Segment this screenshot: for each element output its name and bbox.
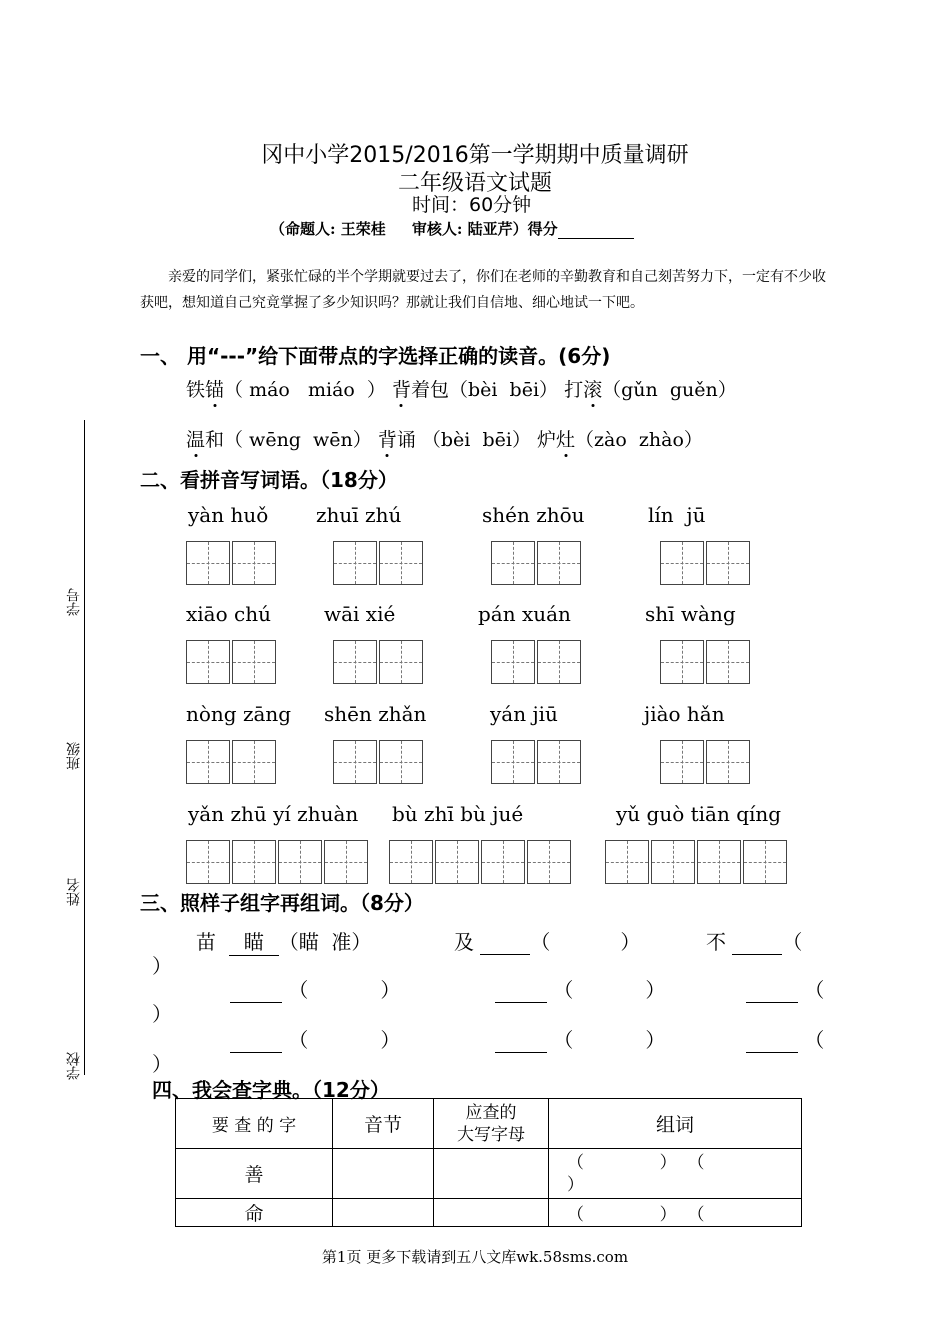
paren-tail: ）	[567, 1174, 584, 1195]
grid-cell[interactable]	[491, 541, 535, 585]
score-blank[interactable]	[558, 224, 634, 239]
compose-item	[230, 1024, 400, 1053]
paren-open: （	[804, 978, 825, 1002]
writing-grid[interactable]	[605, 840, 789, 884]
writing-grid[interactable]	[333, 740, 425, 784]
grid-cell[interactable]	[379, 640, 423, 684]
example-word: （瞄 准）	[278, 930, 372, 954]
writing-grid[interactable]	[660, 640, 752, 684]
sidebar-label-xuehao: 学号	[66, 588, 82, 616]
writing-grid[interactable]	[186, 541, 278, 585]
header-letter	[434, 1099, 549, 1149]
sidebar-label-banji: 班级	[66, 742, 82, 770]
pinyin-choice[interactable]: 诵 （bèi bēi）	[396, 429, 531, 451]
base-char: 不	[706, 930, 726, 954]
header-syllable: 音节	[333, 1099, 434, 1149]
grid-cell[interactable]	[389, 840, 433, 884]
grid-cell[interactable]	[651, 840, 695, 884]
pinyin-choice[interactable]: 着包（bèi bēi）	[410, 379, 559, 401]
page-footer: 第1页 更多下载请到五八文库wk.58sms.com	[321, 1248, 629, 1266]
header-words: 组词	[549, 1099, 802, 1149]
dotted-char-mao: 锚	[205, 379, 225, 401]
grid-cell[interactable]	[706, 740, 750, 784]
pinyin-label: shén zhōu	[482, 503, 585, 527]
paren-pair: （ ） （	[567, 1152, 705, 1173]
paren-close: ）	[645, 978, 666, 1002]
paren-open: （	[530, 930, 551, 954]
sidebar-label-xuexiao: 学校	[66, 1052, 82, 1080]
grid-cell[interactable]	[660, 740, 704, 784]
grid-cell[interactable]	[379, 541, 423, 585]
lookup-char: 命	[176, 1199, 333, 1227]
paren-close: ）	[620, 930, 641, 954]
pinyin-label: xiāo chú	[186, 602, 271, 626]
pinyin-label: yàn huǒ	[188, 503, 269, 527]
writing-grid[interactable]	[333, 640, 425, 684]
section2-heading: 二、看拼音写词语。（18分）	[140, 468, 398, 492]
pinyin-label: jiào hǎn	[644, 702, 725, 726]
base-char: 及	[454, 930, 474, 954]
writing-grid[interactable]	[660, 740, 752, 784]
grid-cell[interactable]	[232, 541, 276, 585]
answer-blank[interactable]	[732, 930, 782, 955]
example-char: 苗	[196, 930, 216, 954]
writing-grid[interactable]	[186, 640, 278, 684]
lookup-char: 善	[176, 1149, 333, 1199]
paren-close: ）	[152, 1052, 172, 1076]
header-letter-line1: 应查的	[465, 1102, 517, 1123]
exam-title: 冈中小学2015/2016第一学期期中质量调研	[261, 143, 689, 168]
grid-cell[interactable]	[491, 740, 535, 784]
letter-cell[interactable]	[434, 1149, 549, 1199]
grid-cell[interactable]	[697, 840, 741, 884]
pinyin-choice[interactable]: （ máo miáo ）	[224, 379, 386, 401]
pinyin-choice[interactable]: 和（ wēng wēn）	[205, 429, 372, 451]
dotted-char-zao: 灶	[556, 429, 576, 451]
compose-item	[495, 974, 665, 1003]
grid-cell[interactable]	[186, 840, 230, 884]
grid-cell[interactable]	[660, 640, 704, 684]
writing-grid[interactable]	[491, 640, 583, 684]
paren-open: （	[288, 1028, 309, 1052]
example-line	[196, 926, 371, 956]
grid-cell[interactable]	[278, 840, 322, 884]
compose-item	[746, 974, 824, 1003]
compose-item	[746, 1024, 824, 1053]
grid-cell[interactable]	[232, 840, 276, 884]
grid-cell[interactable]	[743, 840, 787, 884]
paren-close: ）	[380, 1028, 401, 1052]
paren-close: ）	[152, 1002, 172, 1026]
grid-cell[interactable]	[527, 840, 571, 884]
paren-open: （	[804, 1028, 825, 1052]
grid-cell[interactable]	[537, 541, 581, 585]
paren-open: （	[782, 930, 803, 954]
grid-cell[interactable]	[333, 541, 377, 585]
paren-open: （	[553, 1028, 574, 1052]
writing-grid[interactable]	[333, 541, 425, 585]
writing-grid[interactable]	[491, 740, 583, 784]
grid-cell[interactable]	[333, 640, 377, 684]
dotted-char-gun: 滚	[583, 379, 603, 401]
paren-open: （	[553, 978, 574, 1002]
grid-cell[interactable]	[232, 640, 276, 684]
grid-cell[interactable]	[481, 840, 525, 884]
section1-heading: 一、 用“---”给下面带点的字选择正确的读音。(6分)	[140, 344, 611, 368]
grid-cell[interactable]	[491, 640, 535, 684]
dictionary-table	[175, 1098, 802, 1227]
exam-time: 时间：60分钟	[412, 194, 532, 216]
paren-close: ）	[645, 1028, 666, 1052]
grid-cell[interactable]	[379, 740, 423, 784]
syllable-cell[interactable]	[333, 1149, 434, 1199]
pinyin-label: lín jū	[648, 503, 706, 527]
paren-pair: （ ） （	[567, 1205, 705, 1225]
pinyin-choice[interactable]: （zào zhào）	[575, 429, 703, 451]
writing-grid[interactable]	[491, 541, 583, 585]
grid-cell[interactable]	[537, 640, 581, 684]
pinyin-label: yán jiū	[490, 702, 558, 726]
writing-grid[interactable]	[186, 840, 370, 884]
writing-grid[interactable]	[389, 840, 573, 884]
grid-cell[interactable]	[435, 840, 479, 884]
answer-blank[interactable]	[746, 978, 798, 1003]
grid-cell[interactable]	[605, 840, 649, 884]
char-tie: 铁	[186, 379, 206, 401]
pinyin-label: shēn zhǎn	[324, 702, 427, 726]
answer-blank[interactable]	[480, 930, 530, 955]
grid-cell[interactable]	[333, 740, 377, 784]
example-answer: 瞄	[229, 926, 279, 956]
pinyin-label: nòng zāng	[186, 702, 292, 726]
dotted-char-bei: 背	[391, 379, 411, 401]
syllable-cell[interactable]	[333, 1199, 434, 1227]
answer-blank[interactable]	[495, 978, 547, 1003]
dotted-char-bei2: 背	[377, 429, 397, 451]
grid-cell[interactable]	[537, 740, 581, 784]
pinyin-label: yǔ guò tiān qíng	[616, 802, 782, 826]
pinyin-label: wāi xié	[324, 602, 396, 626]
dotted-char-wen: 温	[186, 429, 206, 451]
words-cell[interactable]	[549, 1149, 802, 1199]
answer-blank[interactable]	[230, 978, 282, 1003]
grid-cell[interactable]	[660, 541, 704, 585]
grid-cell[interactable]	[186, 740, 230, 784]
writing-grid[interactable]	[660, 541, 752, 585]
sidebar-line	[84, 775, 85, 945]
pinyin-label: bù zhī bù jué	[392, 802, 524, 826]
authors-line	[270, 218, 634, 239]
header-char: 要 查 的 字	[176, 1099, 333, 1149]
words-cell[interactable]	[549, 1199, 802, 1227]
section3-heading: 三、照样子组字再组词。（8分）	[140, 891, 424, 915]
grid-cell[interactable]	[186, 640, 230, 684]
pinyin-label: zhuī zhú	[316, 503, 402, 527]
pinyin-label: shī wàng	[645, 602, 736, 626]
answer-blank[interactable]	[746, 1028, 798, 1053]
answer-blank[interactable]	[495, 1028, 547, 1053]
grid-cell[interactable]	[706, 541, 750, 585]
authors-text: （命题人: 王荣桂 审核人: 陆亚芹）得分	[270, 220, 558, 238]
section4-heading: 四、我会查字典。（12分）	[152, 1078, 390, 1102]
char-lu: 炉	[537, 429, 557, 451]
pinyin-label: yǎn zhū yí zhuàn	[188, 802, 359, 826]
letter-cell[interactable]	[434, 1199, 549, 1227]
paren-close: ）	[152, 954, 172, 978]
section1-line2	[186, 425, 703, 452]
intro-paragraph: 亲爱的同学们，紧张忙碌的半个学期就要过去了，你们在老师的辛勤教育和自己刻苦努力下，一定有不少收获吧，想知道自己究竟掌握了多少知识吗？那就让我们自信地、细心地试一下吧。	[140, 269, 826, 311]
paren-close: ）	[380, 978, 401, 1002]
paren-open: （	[288, 978, 309, 1002]
writing-grid[interactable]	[186, 740, 278, 784]
sidebar-label-xingming: 姓名	[66, 878, 82, 906]
exam-subtitle: 二年级语文试题	[397, 171, 552, 196]
header-letter-line2: 大写字母	[457, 1124, 525, 1145]
grid-cell[interactable]	[706, 640, 750, 684]
compose-item	[454, 926, 640, 955]
compose-item	[706, 926, 802, 955]
grid-cell[interactable]	[324, 840, 368, 884]
char-da: 打	[564, 379, 584, 401]
answer-blank[interactable]	[230, 1028, 282, 1053]
compose-item	[495, 1024, 665, 1053]
compose-item	[230, 974, 400, 1003]
pinyin-label: pán xuán	[478, 602, 571, 626]
grid-cell[interactable]	[232, 740, 276, 784]
grid-cell[interactable]	[186, 541, 230, 585]
section1-line1	[186, 375, 737, 402]
pinyin-choice[interactable]: （gǔn guěn）	[602, 379, 737, 401]
